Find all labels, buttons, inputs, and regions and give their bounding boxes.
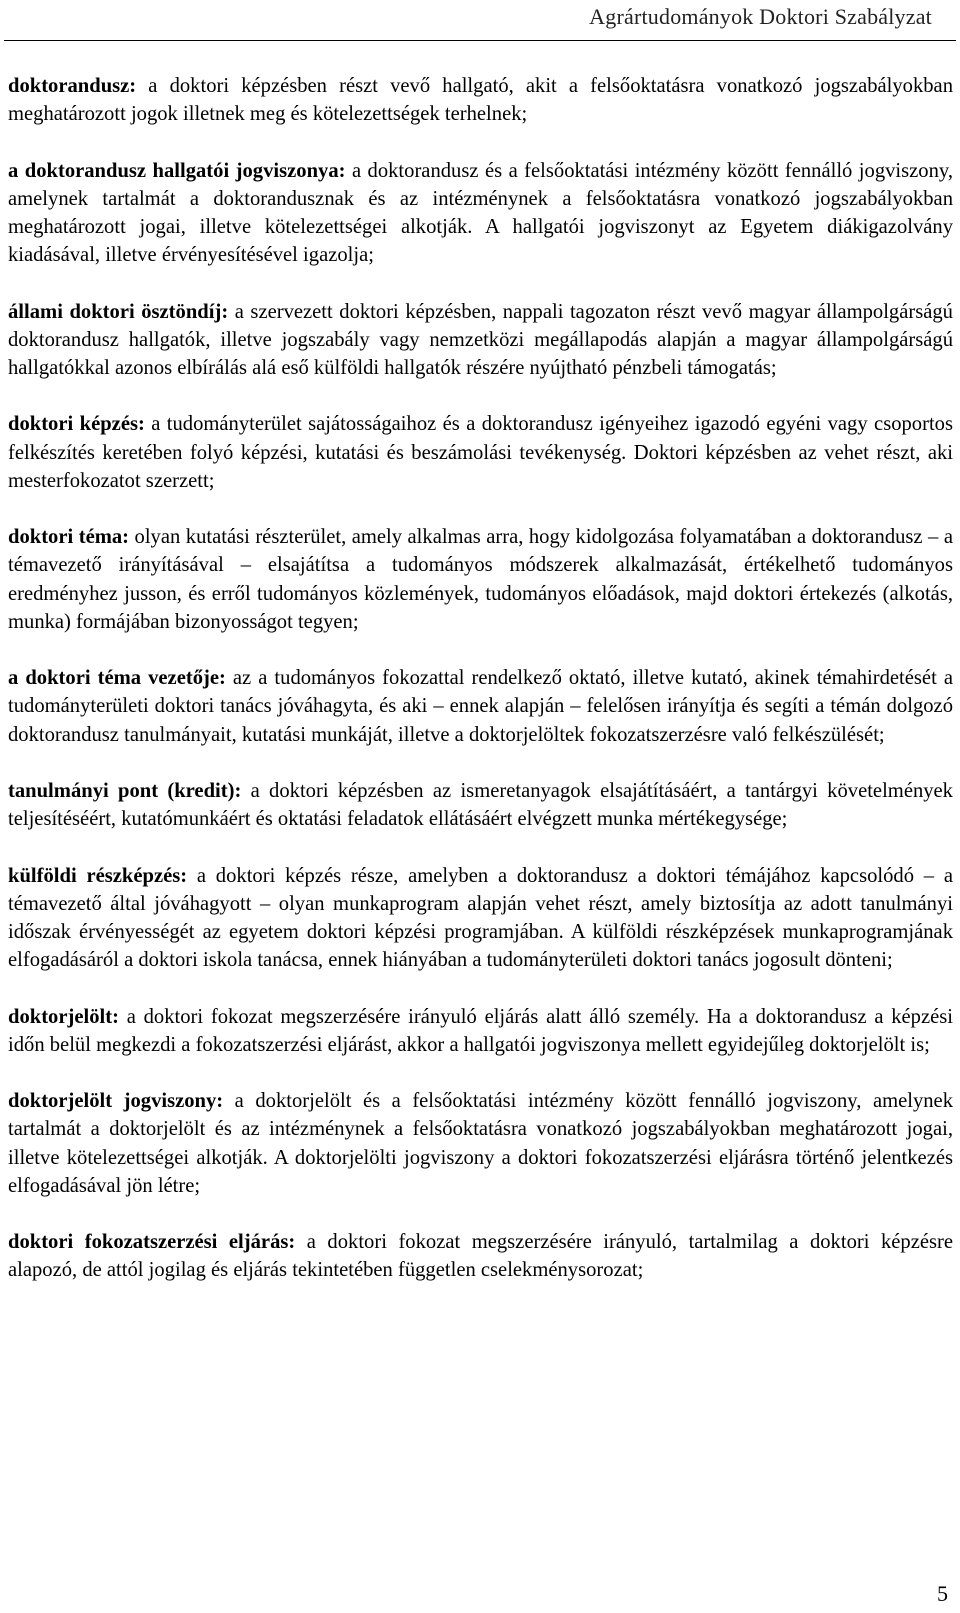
- definition-doktorandusz: [8, 72, 953, 128]
- definition-text: a doktori képzésben az ismeretanyagok elsajátításáért, a tantárgyi követelmények teljesítéséért, kutatómunkáért és oktatási feladatok ellátásáért elvégzett munka mértékegysége;: [8, 779, 953, 831]
- definition-text: az a tudományos fokozattal rendelkező oktató, illetve kutató, akinek témahirdetését a tudományterületi doktori tanács jóváhagyta, és aki – ennek alapján – felelősen irányítja és segíti a témán dolgozó doktorandusz tanulmányait, kutatási munkáját, illetve a doktorjelöltek fokozatszerzésre való felkészülését;: [8, 667, 953, 746]
- definition-term: tanulmányi pont (kredit):: [8, 779, 242, 802]
- running-header: Agrártudományok Doktori Szabályzat: [589, 4, 932, 29]
- definition-fokozatszerzesi-eljaras: [8, 1228, 953, 1284]
- definition-doktorjelolt-jogviszony: [8, 1087, 953, 1200]
- definition-term: doktorandusz:: [8, 75, 137, 97]
- definition-text: a doktorandusz és a felsőoktatási intézmény között fennálló jogviszony, amelynek tartalmát a doktorandusznak és az intézménynek a felsőoktatásra vonatkozó jogszabályokban meghatározott jogai, illetve kötelezettségei alkotják. A hallgatói jogviszonyt az Egyetem diákigazolvány kiadásával, illetve érvényesítésével igazolja;: [8, 159, 953, 267]
- definition-term: doktori fokozatszerzési eljárás:: [8, 1231, 296, 1254]
- definition-term: állami doktori ösztöndíj:: [8, 300, 229, 323]
- definition-term: doktorjelölt jogviszony:: [8, 1090, 224, 1113]
- definition-text: a doktori fokozat megszerzésére irányuló eljárás alatt álló személy. Ha a doktorandusz a képzési időn belül megkezdi a fokozatszerzési eljárást, akkor a hallgatói jogviszonya mellett egyidejűleg doktorjelölt is;: [8, 1005, 953, 1056]
- header-divider: [4, 40, 956, 41]
- definition-doktori-tema: [8, 523, 953, 636]
- definition-term: doktori téma:: [8, 526, 130, 549]
- definition-term: a doktorandusz hallgatói jogviszonya:: [8, 159, 346, 182]
- definition-text: a doktori képzésben részt vevő hallgató, akit a felsőoktatásra vonatkozó jogszabályokban meghatározott jogok illetnek meg és kötelezettségek terhelnek;: [8, 75, 953, 126]
- definition-term: doktorjelölt:: [8, 1005, 119, 1028]
- definition-tema-vezetoje: [8, 664, 953, 749]
- definitions-list: [8, 72, 953, 1313]
- definition-text: a doktori képzés része, amelyben a doktorandusz a doktori témájához kapcsolódó – a témavezető által jóváhagyott – olyan munkaprogram alapján vehet részt, amely biztosítja az adott tanulmányi időszak érvényességét az egyetem doktori képzési programjában. A külföldi részképzések munkaprogramjának elfogadásáról a doktori iskola tanácsa, ennek hiányában a tudományterületi doktori tanács jogosult dönteni;: [8, 864, 953, 972]
- definition-text: a doktori fokozat megszerzésére irányuló, tartalmilag a doktori képzésre alapozó, de attól jogilag és eljárás tekintetében független cselekménysorozat;: [8, 1231, 953, 1282]
- definition-kulfoldi-reszkepzes: [8, 862, 953, 975]
- definition-text: a szervezett doktori képzésben, nappali tagozaton részt vevő magyar állampolgárságú doktorandusz hallgatók, illetve jogszabály vagy nemzetközi megállapodás alapján a magyar állampolgárságú hallgatókkal azonos elbírálás alá eső külföldi hallgatók részére nyújtható pénzbeli támogatás;: [8, 300, 953, 379]
- definition-doktorjelolt: [8, 1003, 953, 1059]
- page-number: 5: [937, 1581, 948, 1606]
- definition-hallgatoi-jogviszony: [8, 157, 953, 270]
- definition-allami-osztondij: [8, 298, 953, 383]
- definition-term: doktori képzés:: [8, 413, 145, 436]
- definition-text: a doktorjelölt és a felsőoktatási intézmény között fennálló jogviszony, amelynek tartalmát a doktorjelölt és az intézménynek a felsőoktatásra vonatkozó jogszabályokban meghatározott jogai, illetve kötelezettségei alkotják. A doktorjelölti jogviszony a doktori fokozatszerzési eljárásra történő jelentkezés elfogadásával jön létre;: [8, 1090, 953, 1197]
- definition-tanulmanyi-pont: [8, 777, 953, 833]
- definition-text: olyan kutatási részterület, amely alkalmas arra, hogy kidolgozása folyamatában a doktorandusz – a témavezető irányításával – elsajátítsa a tudományos módszerek alkalmazását, értékelhető tudományos eredményhez jusson, és erről tudományos közlemények, tudományos előadások, majd doktori értekezés (alkotás, munka) formájában bizonyosságot tegyen;: [8, 526, 953, 633]
- definition-term: a doktori téma vezetője:: [8, 667, 226, 690]
- definition-doktori-kepzes: [8, 410, 953, 495]
- definition-text: a tudományterület sajátosságaihoz és a doktorandusz igényeihez igazodó egyéni vagy csoportos felkészítés keretében folyó képzési, kutatási és beszámolási tevékenység. Doktori képzésben az vehet részt, aki mesterfokozatot szerzett;: [8, 413, 953, 492]
- definition-term: külföldi részképzés:: [8, 864, 188, 887]
